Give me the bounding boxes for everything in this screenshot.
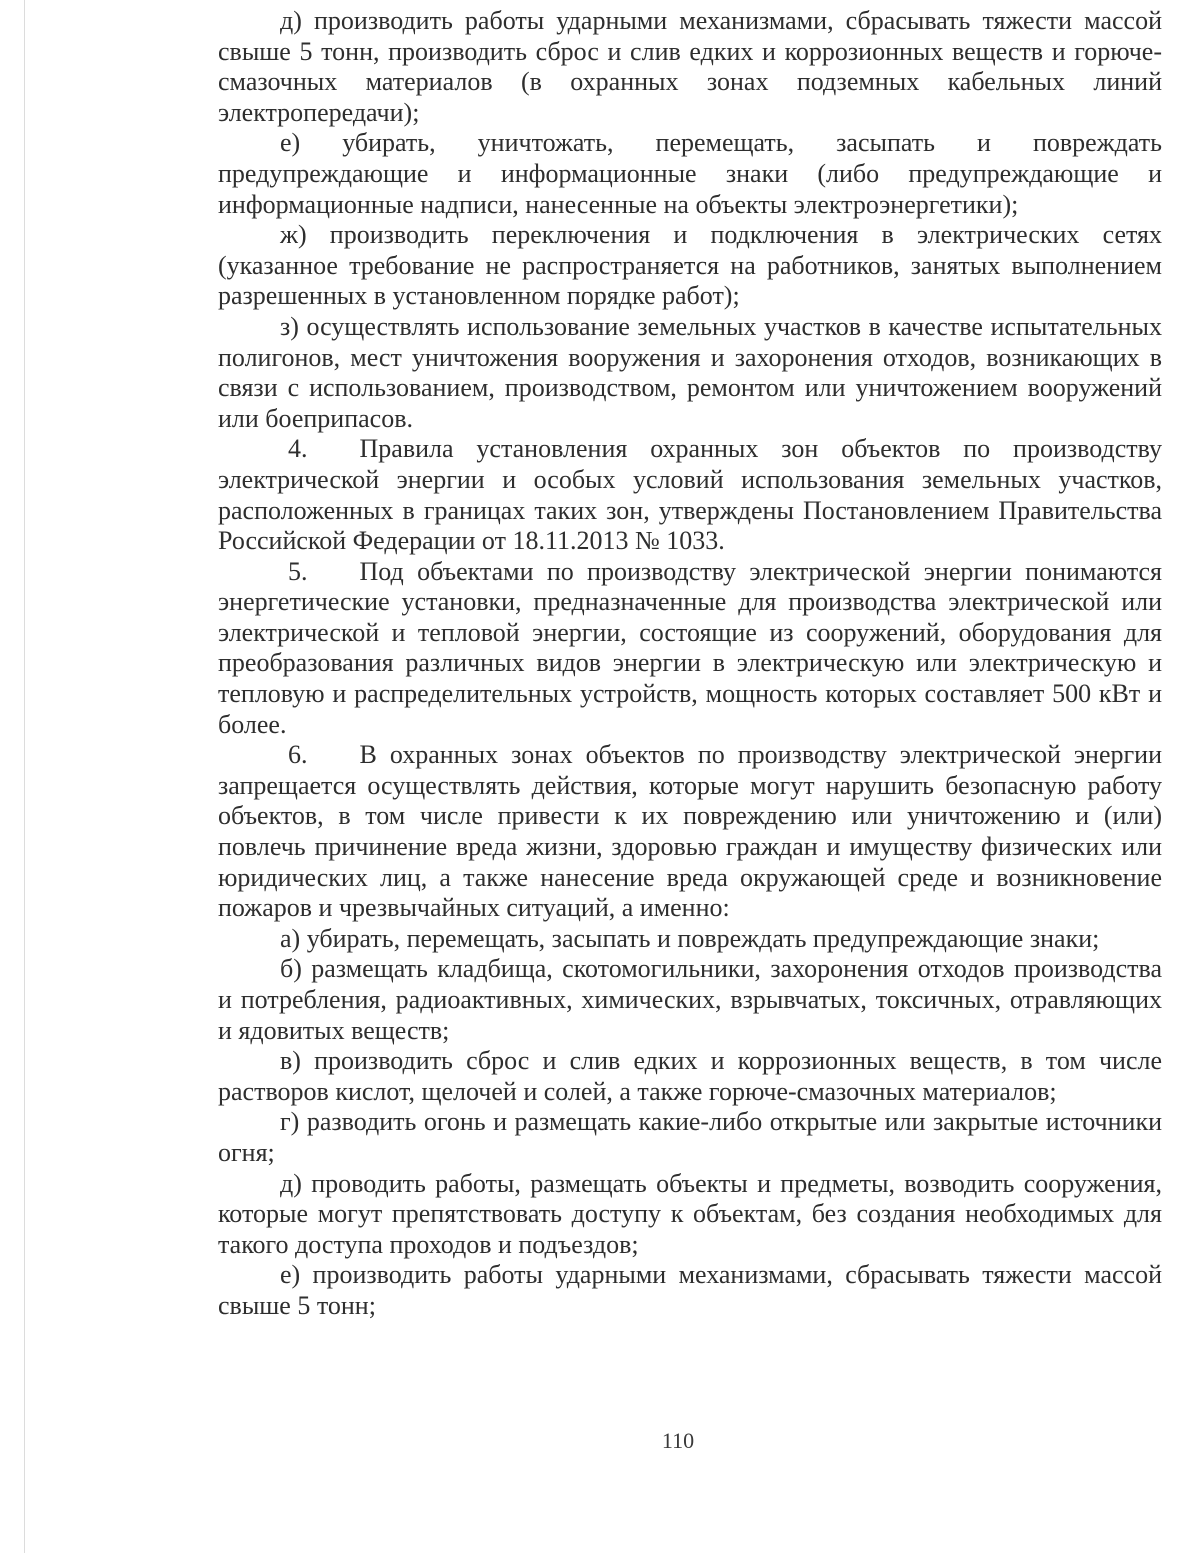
paragraph-e-warning-signs: е) убирать, уничтожать, перемещать, засыпать и повреждать предупреждающие и информационные знаки (либо предупреждающие и информационные надписи, нанесенные на объекты электроэнергетики); xyxy=(218,128,1162,219)
paragraph-g-fire: г) разводить огонь и размещать какие-либо открытые или закрытые источники огня; xyxy=(218,1107,1162,1167)
scan-edge-line xyxy=(24,0,25,1553)
paragraph-a-signs: а) убирать, перемещать, засыпать и повреждать предупреждающие знаки; xyxy=(280,923,1100,953)
paragraph-d-underground-lines: д) производить работы ударными механизмами, сбрасывать тяжести массой свыше 5 тонн, производить сброс и слив едких и коррозионных веществ и горюче-смазочных материалов (в охранных зонах подземных кабельных линий электропередачи); xyxy=(218,6,1162,127)
page-number: 110 xyxy=(661,1428,695,1453)
paragraph-4-rules: 4. Правила установления охранных зон объектов по производству электрической энергии и особых условий использования земельных участков, расположенных в границах таких зон, утверждены Постановлением Правительства Российской Федерации от 18.11.2013 № 1033. xyxy=(218,434,1162,556)
paragraph-6-prohibitions: 6. В охранных зонах объектов по производству электрической энергии запрещается осуществлять действия, которые могут нарушить безопасную работу объектов, в том числе привести к их повреждению или уничтожению и (или) повлечь причинение вреда жизни, здоровью граждан и имуществу физических или юридических лиц, а также нанесение вреда окружающей среде и возникновение пожаров и чрезвычайных ситуаций, а именно: xyxy=(218,740,1162,923)
paragraph-zh-switching: ж) производить переключения и подключения в электрических сетях (указанное требование не распространяется на работников, занятых выполнением разрешенных в установленном порядке работ); xyxy=(218,220,1162,311)
paragraph-z-land-use: з) осуществлять использование земельных участков в качестве испытательных полигонов, мест уничтожения вооружения и захоронения отходов, возникающих в связи с использованием, производством, ремонтом или уничтожением вооружений или боеприпасов. xyxy=(218,311,1162,433)
paragraph-5-definition: 5. Под объектами по производству электрической энергии понимаются энергетические установки, предназначенные для производства электрической или электрической и тепловой энергии, состоящие из сооружений, оборудования для преобразования различных видов энергии в электрическую или электрическую и тепловую и распределительных устройств, мощность которых составляет 500 кВт и более. xyxy=(218,556,1162,739)
paragraph-d-access: д) проводить работы, размещать объекты и предметы, возводить сооружения, которые могут препятствовать доступу к объектам, без создания необходимых для такого доступа проходов и подъездов; xyxy=(218,1168,1162,1259)
paragraph-v-discharge: в) производить сброс и слив едких и коррозионных веществ, в том числе растворов кислот, щелочей и солей, а также горюче-смазочных материалов; xyxy=(218,1046,1162,1106)
paragraph-b-cemeteries: б) размещать кладбища, скотомогильники, захоронения отходов производства и потребления, радиоактивных, химических, взрывчатых, токсичных, отравляющих и ядовитых веществ; xyxy=(218,954,1162,1045)
paragraph-e-impact-works: е) производить работы ударными механизмами, сбрасывать тяжести массой свыше 5 тонн; xyxy=(218,1260,1162,1320)
document-body xyxy=(218,6,1162,1322)
